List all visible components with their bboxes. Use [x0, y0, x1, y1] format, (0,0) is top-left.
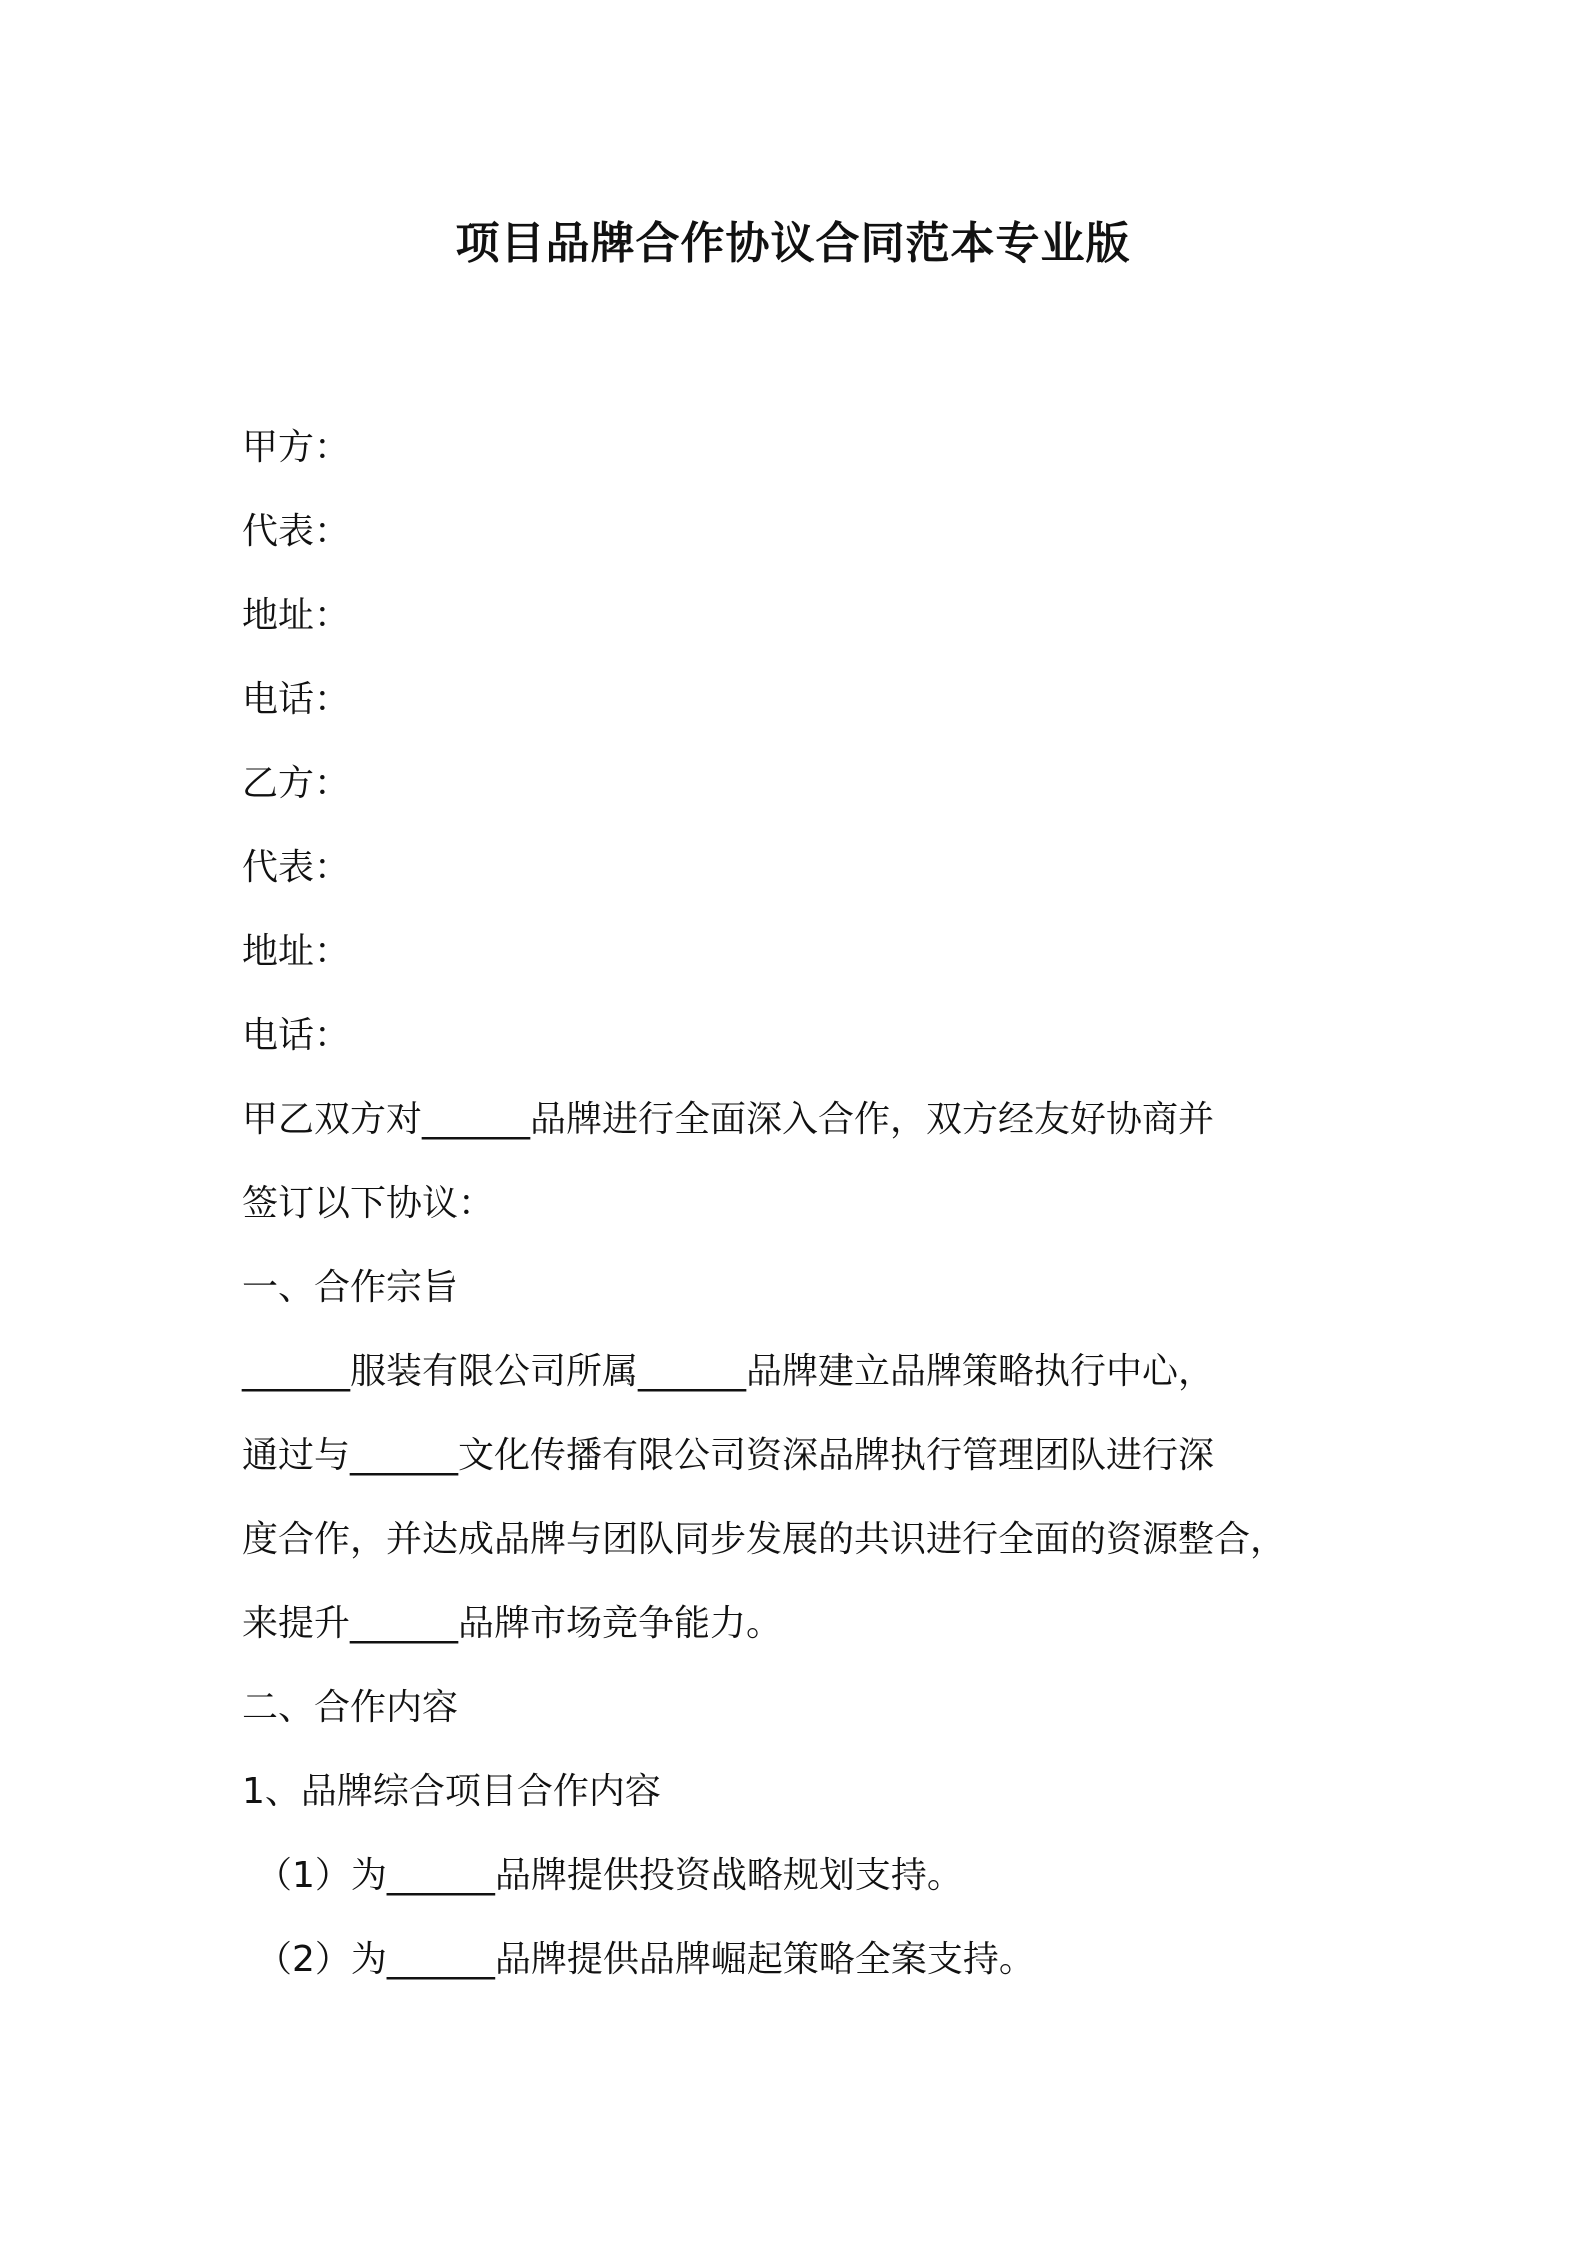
purpose-paragraph-line-1: ______服装有限公司所属______品牌建立品牌策略执行中心，: [242, 1351, 1215, 1392]
content-item-1: （1）为______品牌提供投资战略规划支持。: [256, 1855, 963, 1896]
party-b-address-label: 地址：: [242, 931, 351, 972]
purpose-paragraph-line-4: 来提升______品牌市场竞争能力。: [242, 1603, 783, 1644]
party-a-label: 甲方：: [242, 427, 351, 468]
preamble-line-1: 甲乙双方对______品牌进行全面深入合作，双方经友好协商并: [242, 1099, 1215, 1140]
party-b-phone-label: 电话：: [242, 1015, 351, 1056]
party-b-label: 乙方：: [242, 763, 351, 804]
purpose-paragraph-line-2: 通过与______文化传播有限公司资深品牌执行管理团队进行深: [242, 1435, 1215, 1476]
section-heading-content: 二、合作内容: [242, 1687, 459, 1728]
preamble-line-2: 签订以下协议：: [242, 1183, 495, 1224]
content-item-2: （2）为______品牌提供品牌崛起策略全案支持。: [256, 1939, 1035, 1980]
party-a-address-label: 地址：: [242, 595, 351, 636]
purpose-paragraph-line-3: 度合作，并达成品牌与团队同步发展的共识进行全面的资源整合，: [242, 1519, 1287, 1560]
section-heading-purpose: 一、合作宗旨: [242, 1267, 459, 1308]
party-a-representative-label: 代表：: [242, 511, 351, 552]
document-title: 项目品牌合作协议合同范本专业版: [455, 218, 1131, 269]
document-body: [242, 406, 1372, 2002]
party-a-phone-label: 电话：: [242, 679, 351, 720]
party-b-representative-label: 代表：: [242, 847, 351, 888]
subsection-heading-brand-project: 1、品牌综合项目合作内容: [242, 1771, 661, 1812]
